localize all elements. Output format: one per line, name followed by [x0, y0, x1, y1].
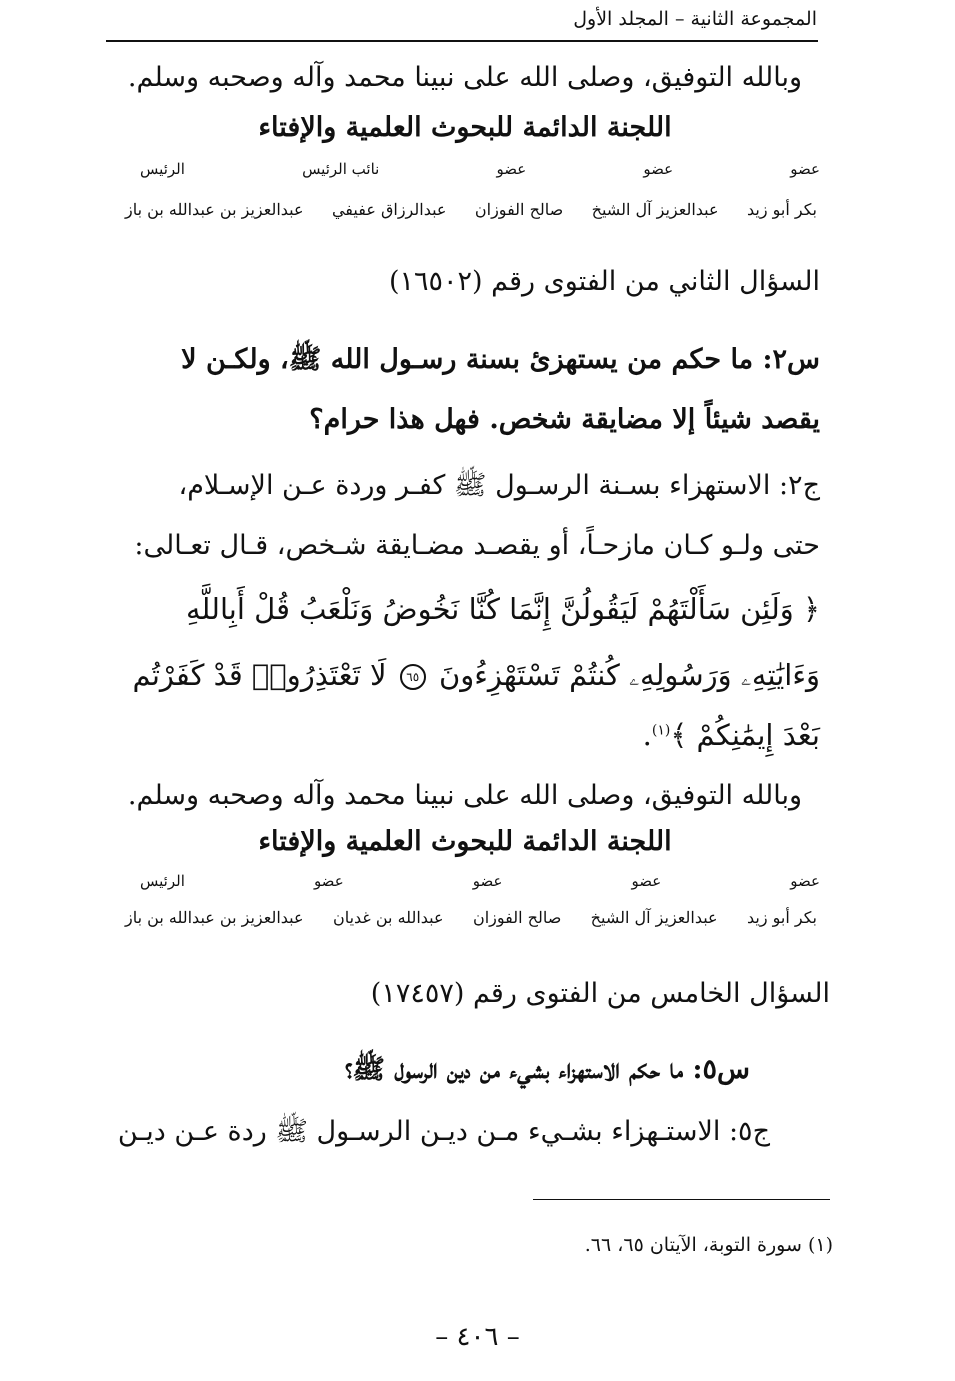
quran-verse-part: وَءَايَٰتِهِۦ وَرَسُولِهِۦ كُنتُمْ تَسْتَهْزِءُونَ	[438, 658, 820, 692]
signature-role: الرئيس	[140, 872, 185, 890]
quran-verse-part: بَعْدَ إِيمَٰنِكُمْ ﴾	[670, 718, 820, 752]
signature-role: عضو	[790, 872, 820, 890]
committee-title: اللجنة الدائمة للبحوث العلمية والإفتاء	[258, 826, 672, 857]
ayah-number-icon: ٦٥	[400, 664, 426, 690]
question-text: س٢: ما حكم من يستهزئ بسنة رسـول الله ﷺ، ولكـن لا	[181, 344, 820, 375]
signatory-name: عبدالعزيز بن عبدالله بن باز	[125, 908, 304, 927]
question-heading: السؤال الخامس من الفتوى رقم (١٧٤٥٧)	[370, 978, 830, 1009]
signature-role: عضو	[631, 872, 662, 890]
full-stop: .	[642, 718, 652, 752]
signatory-name: عبدالرزاق عفيفي	[331, 200, 447, 219]
signature-role: عضو	[496, 160, 527, 178]
closing-statement: وبالله التوفيق، وصلى الله على نبينا محمد وآله وصحبه وسلم.	[127, 62, 803, 93]
quran-verse	[643, 718, 820, 752]
signatory-name: بكر أبو زيد	[746, 200, 817, 219]
signature-role: عضو	[643, 160, 674, 178]
signature-role: عضو	[313, 872, 344, 890]
signature-roles	[140, 160, 820, 178]
question-text: يقصد شيئاً إلا مضايقة شخص. فهل هذا حرام؟	[309, 404, 820, 435]
quran-verse	[133, 658, 820, 693]
running-header: المجموعة الثانية – المجلد الأول	[573, 8, 817, 30]
signatory-name: عبدالعزيز بن عبدالله بن باز	[125, 200, 304, 219]
signature-role: عضو	[472, 872, 503, 890]
header-rule	[106, 40, 818, 42]
page-number: – ٤٠٦ –	[435, 1322, 520, 1352]
signature-role: الرئيس	[140, 160, 185, 178]
signature-role: نائب الرئيس	[302, 160, 380, 178]
committee-title: اللجنة الدائمة للبحوث العلمية والإفتاء	[258, 112, 672, 143]
quran-verse: ﴿ وَلَئِن سَأَلْتَهُمْ لَيَقُولُنَّ إِنَّمَا كُنَّا نَخُوضُ وَنَلْعَبُ قُلْ أَبِاللَّهِ	[185, 592, 820, 626]
footnote-rule	[533, 1199, 830, 1200]
signature-names	[125, 200, 817, 219]
signatory-name: بكر أبو زيد	[746, 908, 817, 927]
signatory-name: صالح الفوزان	[474, 200, 564, 219]
footnote: (١) سورة التوبة، الآيتان ٦٥، ٦٦.	[584, 1234, 833, 1256]
quran-verse-part: لَا تَعْتَذِرُوا۟ قَدْ كَفَرْتُم	[132, 658, 387, 692]
signature-roles	[140, 872, 820, 890]
answer-text: ج٢: الاستهزاء بسـنة الرسـول ﷺ كفـر وردة عـن الإسـلام،	[178, 470, 820, 501]
closing-statement: وبالله التوفيق، وصلى الله على نبينا محمد وآله وصحبه وسلم.	[127, 780, 803, 811]
answer-text: ج٥: الاستـهزاء بشـيء مـن ديـن الرسـول ﷺ ردة عـن ديـن	[117, 1116, 770, 1147]
signatory-name: عبدالعزيز آل الشيخ	[590, 908, 718, 927]
signatory-name: عبدالله بن غديان	[332, 908, 444, 927]
signature-role: عضو	[790, 160, 820, 178]
signatory-name: عبدالعزيز آل الشيخ	[591, 200, 719, 219]
signature-names	[125, 908, 817, 927]
question-text: س٥: ما حكم الاستهزاء بشيء من دين الرسول ﷺ؟	[344, 1054, 750, 1085]
question-heading: السؤال الثاني من الفتوى رقم (١٦٥٠٢)	[388, 266, 820, 297]
signatory-name: صالح الفوزان	[472, 908, 562, 927]
footnote-reference: (١)	[651, 722, 671, 739]
answer-text: حتى ولـو كـان مازحـاً، أو يقصـد مضـايقة شـخص، قـال تعـالى:	[134, 530, 820, 561]
